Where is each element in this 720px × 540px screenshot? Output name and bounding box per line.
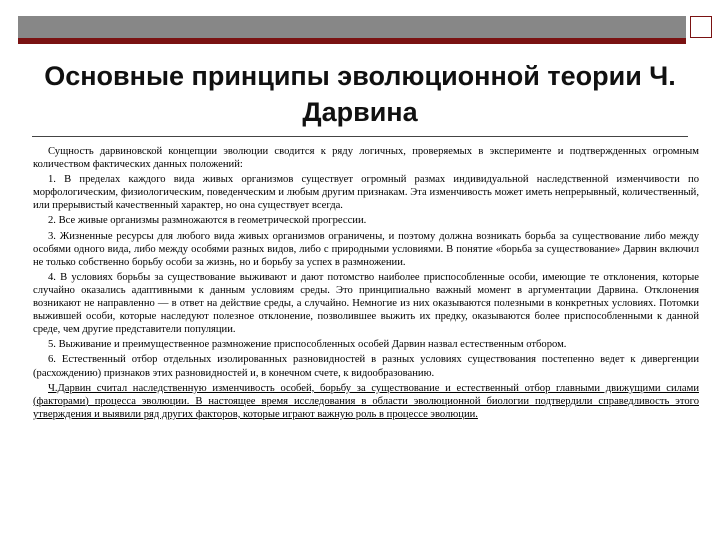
principle-6: 6. Естественный отбор отдельных изолированных разновидностей в разных условиях существования постепенно ведет к дивергенции (расхождению) признаков этих разновидностей и, в конечном счете, к видообразованию. bbox=[33, 354, 699, 379]
corner-square bbox=[690, 16, 712, 38]
intro-paragraph: Сущность дарвиновской концепции эволюции сводится к ряду логичных, проверяемых в эксперименте и подтвержденных огромным количеством фактических данных положений: bbox=[33, 146, 699, 171]
principle-5: 5. Выживание и преимущественное размножение приспособленных особей Дарвин назвал естественным отбором. bbox=[48, 339, 567, 351]
principle-2: 2. Все живые организмы размножаются в геометрической прогрессии. bbox=[48, 215, 367, 227]
principle-3: 3. Жизненные ресурсы для любого вида живых организмов ограничены, и поэтому должна возникать борьба за существование либо между особями одного вида, либо между особями разных видов, либо с природными условиями. В понятие «борьба за существование» Дарвин включил не только собственно борьбу особи за жизнь, но и борьбу за успех в размножении. bbox=[33, 230, 699, 268]
slide-body bbox=[33, 145, 699, 423]
conclusion-paragraph: Ч.Дарвин считал наследственную изменчивость особей, борьбу за существование и естественный отбор главными движущими силами (факторами) процесса эволюции. В настоящее время исследования в области эволюционной биологии подтвердили справедливость этого утверждения и выявили ряд других факторов, которые играют важную роль в процессе эволюции. bbox=[33, 382, 699, 420]
header-accent-bar bbox=[18, 38, 686, 44]
principle-4: 4. В условиях борьбы за существование выживают и дают потомство наиболее приспособленные особи, имеющие те отклонения, которые случайно оказались адаптивными к данным условиям среды. Это принципиально важный момент в аргументации Дарвина. Отклонения возникают не направленно — в ответ на действие среды, а случайно. Немногие из них оказываются полезными в конкретных условиях. Потомки выжившей особи, которые наследуют полезное отклонение, позволившее выжить их предку, оказываются более приспособленными к данной среде, чем другие представители популяции. bbox=[33, 271, 699, 336]
title-divider bbox=[32, 136, 688, 137]
principle-1: 1. В пределах каждого вида живых организмов существует огромный размах индивидуальной наследственной изменчивости по морфологическим, физиологическим, поведенческим и любым другим признакам. Эта изменчивость может иметь непрерывный, количественный, или прерывистый качественный характер, но она существует всегда. bbox=[33, 174, 699, 212]
slide-title: Основные принципы эволюционной теории Ч. Дарвина bbox=[44, 61, 676, 127]
header-bar bbox=[18, 16, 686, 38]
